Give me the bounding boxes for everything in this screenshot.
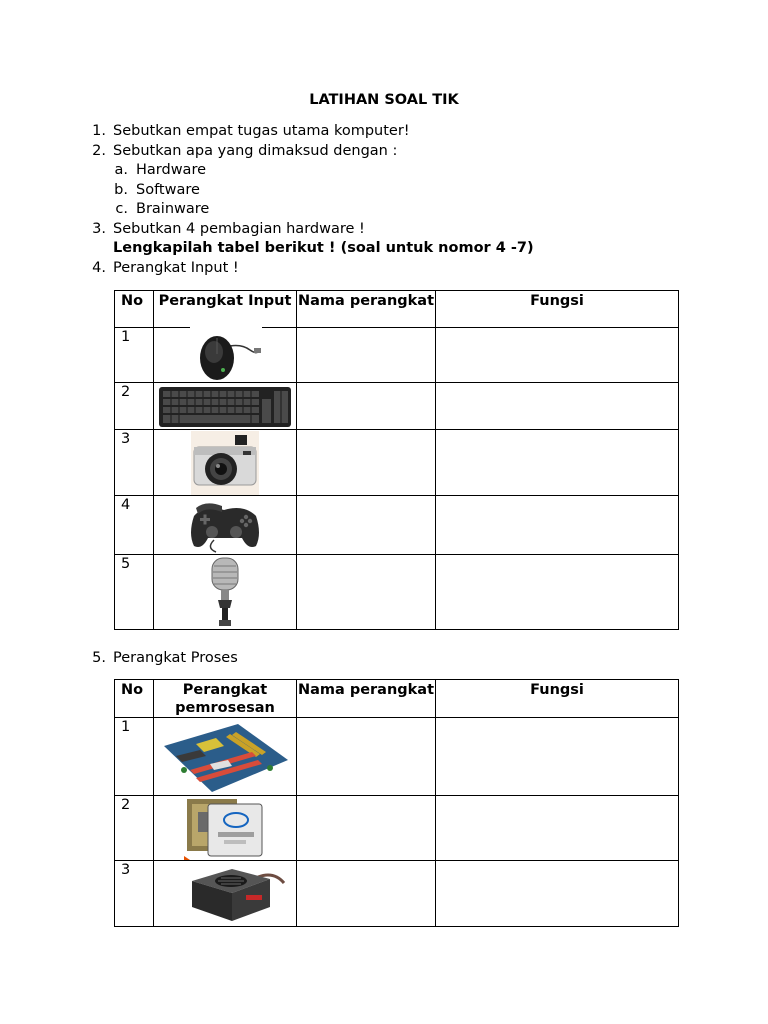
question-text: Perangkat Proses [113, 650, 238, 666]
input-devices-table [114, 290, 679, 630]
device-image-cell [154, 328, 297, 383]
function-cell[interactable] [436, 718, 679, 796]
power-supply-icon [188, 863, 286, 925]
function-cell[interactable] [436, 861, 679, 927]
question-number: 1. [92, 123, 106, 139]
gamepad-icon [186, 498, 264, 554]
table-row [115, 430, 679, 496]
page-title: LATIHAN SOAL TIK [309, 92, 459, 108]
microphone-icon [206, 556, 244, 628]
function-cell[interactable] [436, 555, 679, 630]
header-no: No [115, 291, 154, 328]
camera-icon [191, 431, 259, 495]
mouse-icon [190, 326, 262, 382]
device-image-cell [154, 861, 297, 927]
function-cell[interactable] [436, 796, 679, 861]
option-text: Software [136, 182, 200, 198]
name-cell[interactable] [297, 383, 436, 430]
device-image-cell [154, 430, 297, 496]
header-function: Fungsi [436, 680, 679, 718]
name-cell[interactable] [297, 430, 436, 496]
function-cell[interactable] [436, 383, 679, 430]
option-text: Brainware [136, 201, 210, 217]
table-header-row [115, 291, 679, 328]
table-header-row [115, 680, 679, 718]
question-number: 4. [92, 260, 106, 276]
row-number: 2 [115, 796, 154, 861]
table-row [115, 328, 679, 383]
row-number: 5 [115, 555, 154, 630]
question-number: 3. [92, 221, 106, 237]
header-device: Perangkat pemrosesan [154, 680, 297, 718]
row-number: 4 [115, 496, 154, 555]
option-letter: b. [114, 182, 128, 198]
name-cell[interactable] [297, 328, 436, 383]
keyboard-icon [158, 385, 292, 429]
header-no: No [115, 680, 154, 718]
option-letter: c. [115, 201, 128, 217]
row-number: 3 [115, 430, 154, 496]
table-row [115, 555, 679, 630]
device-image-cell [154, 718, 297, 796]
option-letter: a. [114, 162, 128, 178]
device-image-cell [154, 796, 297, 861]
row-number: 1 [115, 328, 154, 383]
question-text: Sebutkan empat tugas utama komputer! [113, 123, 410, 139]
function-cell[interactable] [436, 496, 679, 555]
motherboard-icon [160, 720, 290, 794]
row-number: 2 [115, 383, 154, 430]
device-image-cell [154, 496, 297, 555]
header-function: Fungsi [436, 291, 679, 328]
name-cell[interactable] [297, 861, 436, 927]
table-row [115, 718, 679, 796]
question-text: Sebutkan 4 pembagian hardware ! [113, 221, 365, 237]
table-row [115, 383, 679, 430]
header-name: Nama perangkat [297, 291, 436, 328]
function-cell[interactable] [436, 328, 679, 383]
header-name: Nama perangkat [297, 680, 436, 718]
instruction-text: Lengkapilah tabel berikut ! (soal untuk nomor 4 -7) [113, 240, 534, 256]
question-number: 2. [92, 143, 106, 159]
device-image-cell [154, 383, 297, 430]
option-text: Hardware [136, 162, 207, 178]
process-devices-table [114, 679, 679, 927]
name-cell[interactable] [297, 718, 436, 796]
row-number: 1 [115, 718, 154, 796]
row-number: 3 [115, 861, 154, 927]
function-cell[interactable] [436, 430, 679, 496]
processor-icon [184, 796, 266, 860]
question-text: Perangkat Input ! [113, 260, 239, 276]
header-device: Perangkat Input [154, 291, 297, 328]
table-row [115, 796, 679, 861]
name-cell[interactable] [297, 555, 436, 630]
table-row [115, 496, 679, 555]
name-cell[interactable] [297, 496, 436, 555]
name-cell[interactable] [297, 796, 436, 861]
device-image-cell [154, 555, 297, 630]
question-text: Sebutkan apa yang dimaksud dengan : [113, 143, 398, 159]
question-number: 5. [92, 650, 106, 666]
table-row [115, 861, 679, 927]
